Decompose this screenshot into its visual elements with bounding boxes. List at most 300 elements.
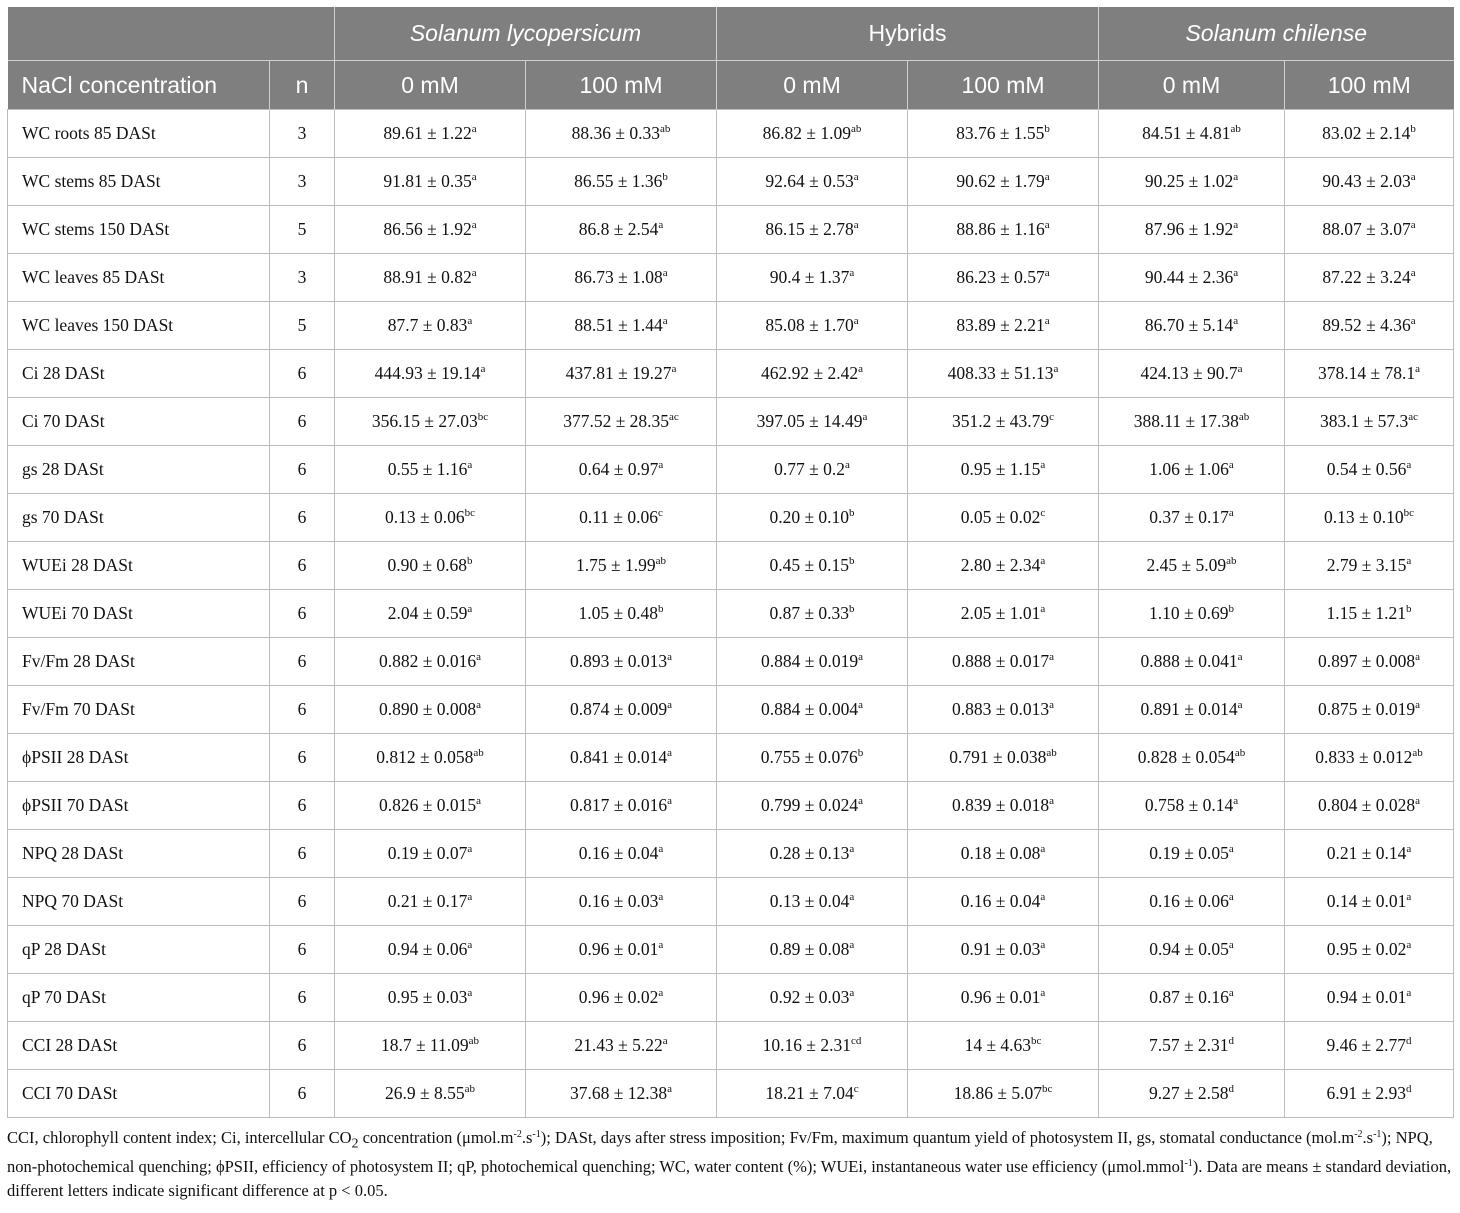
table-header: [8, 7, 1454, 110]
cell-value: 383.1 ± 57.3: [1319, 411, 1409, 431]
cell-value: 83.02 ± 2.14: [1322, 123, 1411, 143]
cell-value: 0.96 ± 0.01: [960, 987, 1041, 1007]
cell-significance-letter: a: [658, 459, 664, 471]
cell-significance-letter: a: [1233, 219, 1239, 231]
cell-value: 0.95 ± 0.02: [1326, 939, 1407, 959]
table-cell: [717, 350, 908, 398]
cell-significance-letter: a: [1049, 699, 1054, 711]
cell-value: 0.882 ± 0.016: [379, 651, 477, 671]
cell-value: 0.817 ± 0.016: [570, 795, 668, 815]
cell-significance-letter: a: [1406, 987, 1412, 999]
cell-value: 83.76 ± 1.55: [956, 123, 1045, 143]
cell-significance-letter: b: [467, 555, 473, 567]
footnote-segment: -1: [1373, 1129, 1382, 1140]
table-cell: [335, 782, 526, 830]
table-cell: [1285, 1022, 1454, 1070]
cell-value: 0.64 ± 0.97: [578, 459, 659, 479]
cell-significance-letter: a: [467, 891, 473, 903]
cell-significance-letter: c: [1049, 411, 1054, 423]
cell-value: 2.79 ± 3.15: [1326, 555, 1407, 575]
cell-value: 89.52 ± 4.36: [1322, 315, 1411, 335]
cell-value: 14 ± 4.63: [964, 1035, 1032, 1055]
table-row: [8, 1022, 1454, 1070]
cell-significance-letter: a: [671, 363, 677, 375]
cell-value: 90.4 ± 1.37: [769, 267, 850, 287]
cell-value: 0.94 ± 0.06: [387, 939, 468, 959]
cell-significance-letter: a: [1228, 987, 1234, 999]
table-cell: [335, 542, 526, 590]
row-n: 3: [270, 110, 335, 158]
table-cell: [526, 926, 717, 974]
cell-significance-letter: a: [858, 699, 863, 711]
cell-significance-letter: ab: [468, 1035, 480, 1047]
cell-value: 0.28 ± 0.13: [769, 843, 850, 863]
header-concentration: 100 mM: [908, 61, 1099, 110]
table-cell: [908, 974, 1099, 1022]
table-cell: [1099, 446, 1285, 494]
cell-value: 0.893 ± 0.013: [570, 651, 668, 671]
cell-value: 0.94 ± 0.05: [1149, 939, 1229, 959]
table-row: [8, 1070, 1454, 1118]
cell-significance-letter: a: [480, 363, 486, 375]
cell-value: 6.91 ± 2.93: [1326, 1083, 1407, 1103]
cell-value: 87.22 ± 3.24: [1322, 267, 1411, 287]
cell-significance-letter: a: [849, 267, 855, 279]
table-cell: [1285, 110, 1454, 158]
cell-value: 0.89 ± 0.08: [769, 939, 850, 959]
table-cell: [1099, 302, 1285, 350]
table-row: [8, 590, 1454, 638]
table-row: [8, 254, 1454, 302]
cell-value: 2.45 ± 5.09: [1146, 555, 1227, 575]
cell-significance-letter: d: [1228, 1035, 1235, 1047]
row-label: WC roots 85 DASt: [8, 110, 270, 158]
table-cell: [908, 110, 1099, 158]
cell-significance-letter: a: [858, 795, 863, 807]
cell-significance-letter: ab: [1230, 123, 1241, 135]
cell-value: 86.73 ± 1.08: [574, 267, 663, 287]
cell-value: 0.96 ± 0.01: [578, 939, 659, 959]
cell-significance-letter: a: [1406, 891, 1412, 903]
cell-significance-letter: a: [1228, 507, 1234, 519]
cell-significance-letter: a: [1410, 315, 1416, 327]
cell-value: 444.93 ± 19.14: [374, 363, 481, 383]
table-cell: [335, 446, 526, 494]
row-n: 6: [270, 878, 335, 926]
header-concentration: 0 mM: [717, 61, 908, 110]
cell-significance-letter: a: [1233, 315, 1239, 327]
cell-value: 0.839 ± 0.018: [952, 795, 1050, 815]
table-row: [8, 350, 1454, 398]
cell-value: 2.80 ± 2.34: [960, 555, 1041, 575]
cell-value: 1.05 ± 0.48: [578, 603, 659, 623]
table-cell: [1099, 974, 1285, 1022]
cell-significance-letter: b: [849, 603, 855, 615]
cell-significance-letter: a: [667, 1083, 672, 1095]
cell-significance-letter: a: [858, 651, 863, 663]
cell-significance-letter: a: [853, 219, 859, 231]
cell-significance-letter: ab: [473, 747, 484, 759]
cell-value: 26.9 ± 8.55: [385, 1083, 465, 1103]
table-cell: [908, 830, 1099, 878]
cell-value: 2.04 ± 0.59: [387, 603, 468, 623]
table-cell: [1099, 1022, 1285, 1070]
table-cell: [717, 302, 908, 350]
cell-value: 397.05 ± 14.49: [756, 411, 863, 431]
row-label: gs 28 DASt: [8, 446, 270, 494]
table-cell: [526, 638, 717, 686]
row-n: 6: [270, 782, 335, 830]
cell-significance-letter: a: [1415, 363, 1420, 375]
cell-value: 0.13 ± 0.10: [1324, 507, 1404, 527]
cell-significance-letter: a: [1228, 891, 1234, 903]
table-cell: [526, 302, 717, 350]
table-cell: [1285, 446, 1454, 494]
table-row: [8, 206, 1454, 254]
footnote-segment: ). Data are means ± standard deviation, different letters indicate significant difference at p < 0.05.: [7, 1157, 1452, 1201]
cell-value: 424.13 ± 90.7: [1140, 363, 1238, 383]
table-row: [8, 110, 1454, 158]
footnote-segment: -1: [1184, 1158, 1193, 1170]
table-cell: [717, 638, 908, 686]
cell-significance-letter: ab: [1226, 555, 1237, 567]
cell-value: 85.08 ± 1.70: [765, 315, 854, 335]
table-cell: [526, 350, 717, 398]
cell-value: 88.51 ± 1.44: [574, 315, 663, 335]
cell-value: 0.87 ± 0.16: [1149, 987, 1229, 1007]
cell-significance-letter: a: [853, 315, 859, 327]
cell-significance-letter: a: [1228, 939, 1234, 951]
table-row: [8, 686, 1454, 734]
cell-value: 90.62 ± 1.79: [956, 171, 1045, 191]
cell-value: 83.89 ± 2.21: [956, 315, 1045, 335]
table-row: [8, 638, 1454, 686]
cell-significance-letter: bc: [1403, 507, 1414, 519]
cell-value: 9.27 ± 2.58: [1148, 1083, 1229, 1103]
cell-value: 351.2 ± 43.79: [952, 411, 1050, 431]
table-cell: [1099, 590, 1285, 638]
cell-significance-letter: a: [1044, 171, 1050, 183]
header-n: n: [270, 61, 335, 110]
row-label: WUEi 70 DASt: [8, 590, 270, 638]
table-cell: [1099, 350, 1285, 398]
table-cell: [335, 638, 526, 686]
cell-significance-letter: a: [658, 891, 664, 903]
cell-value: 90.25 ± 1.02: [1144, 171, 1234, 191]
cell-significance-letter: ab: [1238, 411, 1250, 423]
cell-value: 0.16 ± 0.06: [1149, 891, 1229, 911]
row-n: 6: [270, 926, 335, 974]
cell-value: 90.43 ± 2.03: [1322, 171, 1411, 191]
table-cell: [908, 734, 1099, 782]
table-row: [8, 830, 1454, 878]
table-cell: [526, 782, 717, 830]
cell-value: 0.21 ± 0.14: [1326, 843, 1407, 863]
header-species: Hybrids: [717, 7, 1099, 61]
footnote-segment: .s: [1362, 1128, 1374, 1147]
cell-significance-letter: a: [467, 603, 473, 615]
row-n: 6: [270, 542, 335, 590]
cell-value: 7.57 ± 2.31: [1148, 1035, 1229, 1055]
cell-value: 0.13 ± 0.04: [769, 891, 850, 911]
cell-value: 437.81 ± 19.27: [565, 363, 672, 383]
footnote-segment: .s: [521, 1128, 533, 1147]
cell-value: 87.96 ± 1.92: [1144, 219, 1234, 239]
table-cell: [717, 782, 908, 830]
row-n: 6: [270, 1022, 335, 1070]
table-cell: [526, 398, 717, 446]
table-cell: [908, 686, 1099, 734]
table-cell: [908, 302, 1099, 350]
table-container: [7, 7, 1453, 1203]
cell-significance-letter: a: [658, 987, 664, 999]
cell-significance-letter: d: [1406, 1083, 1412, 1095]
table-cell: [1285, 398, 1454, 446]
row-label: Fv/Fm 70 DASt: [8, 686, 270, 734]
table-cell: [1285, 1070, 1454, 1118]
row-n: 3: [270, 158, 335, 206]
table-cell: [1285, 974, 1454, 1022]
cell-value: 378.14 ± 78.1: [1318, 363, 1416, 383]
row-n: 6: [270, 974, 335, 1022]
footnote-segment: -1: [532, 1129, 541, 1140]
cell-significance-letter: a: [1040, 459, 1046, 471]
cell-significance-letter: a: [1233, 267, 1239, 279]
cell-value: 0.19 ± 0.07: [387, 843, 468, 863]
table-cell: [335, 878, 526, 926]
row-label: CCI 70 DASt: [8, 1070, 270, 1118]
cell-value: 1.10 ± 0.69: [1148, 603, 1229, 623]
cell-value: 0.54 ± 0.56: [1326, 459, 1407, 479]
table-cell: [526, 494, 717, 542]
cell-significance-letter: b: [1406, 603, 1412, 615]
cell-significance-letter: a: [471, 171, 477, 183]
cell-value: 0.77 ± 0.2: [774, 459, 845, 479]
row-label: Fv/Fm 28 DASt: [8, 638, 270, 686]
cell-significance-letter: a: [844, 459, 850, 471]
row-label: WC stems 85 DASt: [8, 158, 270, 206]
cell-significance-letter: b: [849, 555, 855, 567]
table-cell: [908, 206, 1099, 254]
cell-significance-letter: c: [853, 1083, 859, 1095]
cell-value: 84.51 ± 4.81: [1142, 123, 1231, 143]
header-concentration: 0 mM: [1099, 61, 1285, 110]
cell-value: 1.06 ± 1.06: [1149, 459, 1229, 479]
cell-value: 0.891 ± 0.014: [1140, 699, 1238, 719]
cell-significance-letter: a: [1040, 555, 1046, 567]
table-cell: [1285, 158, 1454, 206]
table-cell: [1285, 206, 1454, 254]
cell-value: 92.64 ± 0.53: [765, 171, 854, 191]
cell-value: 0.833 ± 0.012: [1315, 747, 1413, 767]
table-row: [8, 878, 1454, 926]
table-cell: [526, 206, 717, 254]
table-cell: [335, 590, 526, 638]
cell-value: 0.888 ± 0.017: [952, 651, 1050, 671]
cell-significance-letter: a: [662, 267, 668, 279]
row-n: 6: [270, 350, 335, 398]
cell-value: 0.874 ± 0.009: [570, 699, 668, 719]
row-label: ϕPSII 70 DASt: [8, 782, 270, 830]
cell-value: 0.755 ± 0.076: [760, 747, 858, 767]
cell-value: 88.86 ± 1.16: [956, 219, 1045, 239]
cell-value: 86.15 ± 2.78: [765, 219, 854, 239]
table-cell: [335, 494, 526, 542]
table-cell: [1285, 302, 1454, 350]
table-cell: [908, 638, 1099, 686]
cell-value: 0.828 ± 0.054: [1137, 747, 1235, 767]
cell-value: 88.07 ± 3.07: [1322, 219, 1411, 239]
cell-significance-letter: b: [1410, 123, 1416, 135]
table-cell: [1099, 878, 1285, 926]
table-cell: [717, 254, 908, 302]
cell-value: 0.799 ± 0.024: [761, 795, 859, 815]
cell-value: 0.890 ± 0.008: [379, 699, 477, 719]
cell-value: 0.95 ± 1.15: [960, 459, 1041, 479]
cell-value: 388.11 ± 17.38: [1133, 411, 1239, 431]
row-label: qP 28 DASt: [8, 926, 270, 974]
table-cell: [526, 446, 717, 494]
cell-significance-letter: ab: [1412, 747, 1423, 759]
table-row: [8, 446, 1454, 494]
table-cell: [335, 974, 526, 1022]
cell-significance-letter: a: [667, 795, 672, 807]
cell-value: 0.826 ± 0.015: [379, 795, 477, 815]
cell-significance-letter: ab: [655, 555, 666, 567]
cell-value: 1.15 ± 1.21: [1326, 603, 1407, 623]
table-cell: [1099, 158, 1285, 206]
cell-significance-letter: b: [1228, 603, 1235, 615]
cell-significance-letter: a: [1410, 219, 1416, 231]
table-row: [8, 974, 1454, 1022]
table-row: [8, 926, 1454, 974]
table-cell: [335, 398, 526, 446]
table-cell: [908, 590, 1099, 638]
table-cell: [908, 446, 1099, 494]
table-cell: [1285, 542, 1454, 590]
cell-significance-letter: a: [1406, 843, 1412, 855]
table-cell: [526, 110, 717, 158]
cell-significance-letter: a: [1237, 651, 1243, 663]
table-cell: [717, 398, 908, 446]
cell-value: 21.43 ± 5.22: [574, 1035, 663, 1055]
table-cell: [908, 878, 1099, 926]
table-cell: [908, 494, 1099, 542]
cell-value: 0.87 ± 0.33: [769, 603, 850, 623]
cell-significance-letter: b: [658, 603, 664, 615]
cell-significance-letter: a: [1044, 219, 1050, 231]
cell-value: 0.13 ± 0.06: [385, 507, 465, 527]
cell-significance-letter: c: [1040, 507, 1046, 519]
cell-significance-letter: a: [1406, 555, 1412, 567]
table-cell: [526, 158, 717, 206]
table-cell: [1285, 494, 1454, 542]
cell-significance-letter: a: [476, 795, 481, 807]
cell-significance-letter: cd: [850, 1035, 862, 1047]
cell-value: 0.96 ± 0.02: [578, 987, 659, 1007]
cell-value: 91.81 ± 0.35: [383, 171, 472, 191]
header-corner: [8, 7, 335, 61]
cell-value: 86.82 ± 1.09: [762, 123, 851, 143]
cell-significance-letter: ab: [850, 123, 862, 135]
table-cell: [526, 830, 717, 878]
table-footnote: [7, 1126, 1453, 1203]
cell-significance-letter: a: [658, 939, 664, 951]
cell-significance-letter: b: [857, 747, 864, 759]
cell-value: 86.70 ± 5.14: [1144, 315, 1234, 335]
cell-value: 0.841 ± 0.014: [570, 747, 668, 767]
cell-significance-letter: a: [1415, 795, 1420, 807]
table-cell: [335, 350, 526, 398]
cell-value: 2.05 ± 1.01: [960, 603, 1041, 623]
table-cell: [908, 782, 1099, 830]
cell-value: 0.897 ± 0.008: [1318, 651, 1416, 671]
row-label: qP 70 DASt: [8, 974, 270, 1022]
footnote-segment: -2: [513, 1129, 522, 1140]
cell-significance-letter: a: [1040, 891, 1046, 903]
cell-significance-letter: a: [667, 747, 672, 759]
cell-value: 0.791 ± 0.038: [949, 747, 1047, 767]
cell-significance-letter: a: [1237, 699, 1243, 711]
cell-value: 10.16 ± 2.31: [762, 1035, 851, 1055]
table-cell: [1099, 686, 1285, 734]
table-cell: [1099, 638, 1285, 686]
header-row-label: NaCl concentration: [8, 61, 270, 110]
row-label: WC stems 150 DASt: [8, 206, 270, 254]
cell-significance-letter: a: [471, 267, 477, 279]
cell-value: 0.11 ± 0.06: [579, 507, 659, 527]
cell-significance-letter: a: [1044, 267, 1050, 279]
table-cell: [1099, 398, 1285, 446]
cell-significance-letter: a: [1228, 843, 1234, 855]
table-cell: [335, 158, 526, 206]
cell-value: 0.16 ± 0.03: [578, 891, 659, 911]
table-cell: [1099, 494, 1285, 542]
row-n: 5: [270, 302, 335, 350]
cell-value: 0.883 ± 0.013: [952, 699, 1050, 719]
table-cell: [335, 110, 526, 158]
cell-significance-letter: c: [658, 507, 663, 519]
table-cell: [717, 158, 908, 206]
cell-value: 0.19 ± 0.05: [1149, 843, 1229, 863]
cell-value: 0.21 ± 0.17: [387, 891, 468, 911]
table-cell: [526, 254, 717, 302]
table-cell: [335, 1070, 526, 1118]
table-cell: [1285, 734, 1454, 782]
cell-significance-letter: b: [849, 507, 855, 519]
cell-value: 0.804 ± 0.028: [1318, 795, 1416, 815]
cell-significance-letter: a: [476, 651, 481, 663]
table-cell: [526, 542, 717, 590]
cell-value: 1.75 ± 1.99: [576, 555, 656, 575]
table-cell: [1099, 782, 1285, 830]
table-cell: [1285, 686, 1454, 734]
table-row: [8, 158, 1454, 206]
cell-value: 86.56 ± 1.92: [383, 219, 472, 239]
cell-significance-letter: b: [662, 171, 668, 183]
table-cell: [1285, 926, 1454, 974]
header-concentration: 100 mM: [526, 61, 717, 110]
table-cell: [717, 206, 908, 254]
cell-significance-letter: ab: [1234, 747, 1246, 759]
row-label: WUEi 28 DASt: [8, 542, 270, 590]
row-n: 6: [270, 398, 335, 446]
cell-value: 0.90 ± 0.68: [387, 555, 468, 575]
table-cell: [717, 686, 908, 734]
table-cell: [1285, 878, 1454, 926]
cell-significance-letter: a: [1233, 795, 1239, 807]
cell-significance-letter: d: [1406, 1035, 1412, 1047]
